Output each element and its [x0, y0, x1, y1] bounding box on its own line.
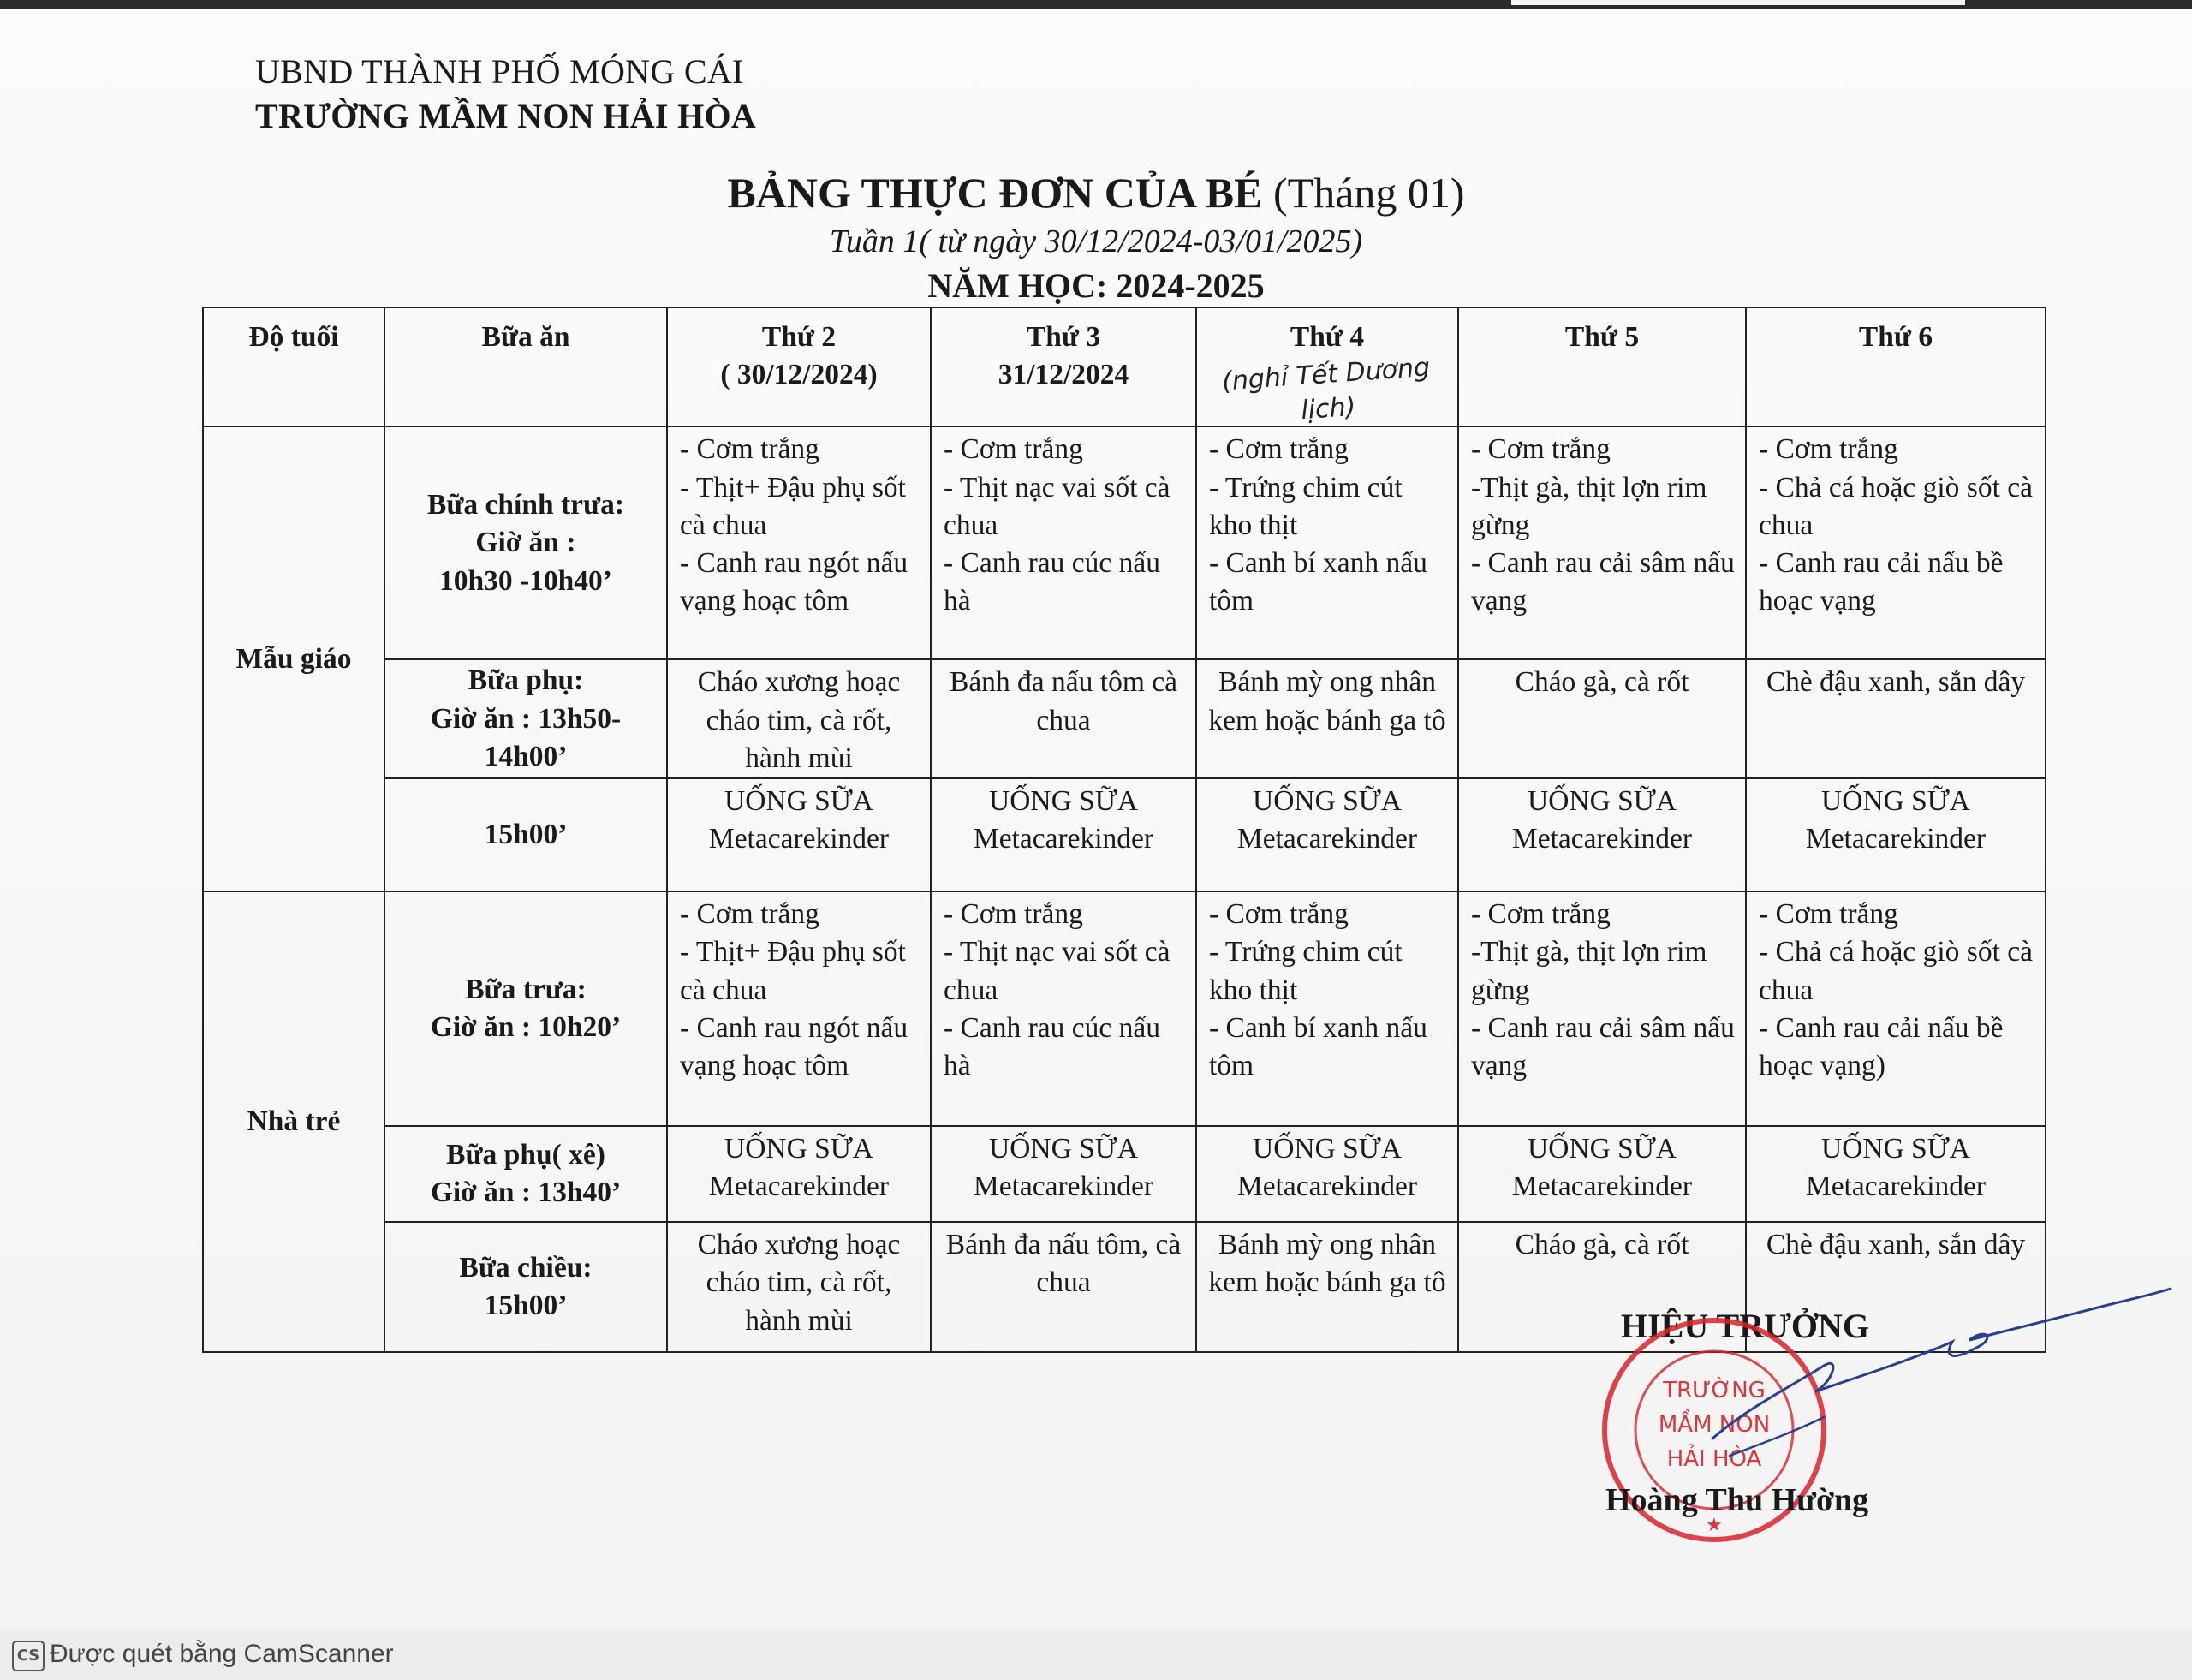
dish-line: UỐNG SỮA — [1253, 785, 1402, 818]
table-row — [203, 891, 2046, 1126]
stamp-line-3: HẢI HÒA — [1666, 1446, 1762, 1472]
svg-text:★: ★ — [1706, 1515, 1723, 1536]
dish-cell-fri — [1746, 426, 2046, 659]
dish-line: - Thịt+ Đậu phụ sốt cà chua — [680, 936, 906, 1006]
dish-line: UỐNG SỮA — [1253, 1133, 1402, 1165]
meal-label-line: 15h00’ — [484, 818, 568, 850]
table-row — [203, 1126, 2046, 1222]
header-day-mon-date: ( 30/12/2024) — [720, 359, 878, 391]
dish-cell-wed — [1196, 778, 1458, 891]
header-day-fri: Thứ 6 — [1746, 307, 2046, 426]
camscanner-logo-icon: CS — [12, 1641, 45, 1671]
dish-line: Chè đậu xanh, sắn dây — [1766, 1229, 2026, 1261]
title-month: (Tháng 01) — [1273, 169, 1465, 217]
dish-line: UỐNG SỮA — [1821, 1133, 1970, 1165]
dish-line: -Thịt gà, thịt lợn rim gừng — [1471, 471, 1707, 541]
dish-line: Metacarekinder — [1511, 1171, 1693, 1203]
dish-line: Metacarekinder — [708, 1171, 890, 1203]
scanner-footer — [0, 1631, 2192, 1680]
meal-cell — [384, 426, 667, 659]
table-row — [203, 659, 2046, 778]
dish-cell-fri — [1746, 659, 2046, 778]
header-age: Độ tuổi — [203, 307, 384, 426]
dish-line: - Canh rau cúc nấu hà — [944, 547, 1161, 617]
dish-cell-tue — [931, 426, 1196, 659]
menu-table — [202, 307, 2046, 1353]
dish-line: - Canh rau cải sâm nấu vạng — [1471, 547, 1735, 617]
dish-line: - Thịt+ Đậu phụ sốt cà chua — [680, 471, 906, 541]
header-day-mon — [667, 307, 931, 426]
dish-line: - Cơm trắng — [680, 433, 819, 466]
meal-label-line: Giờ ăn : 13h40’ — [430, 1177, 622, 1209]
dish-line: - Canh rau cải nấu bề hoạc vạng — [1759, 547, 2004, 617]
dish-cell-mon — [667, 426, 931, 659]
header-day-thu: Thứ 5 — [1458, 307, 1746, 426]
meal-label-line: Giờ ăn : — [475, 527, 576, 559]
dish-cell-thu — [1458, 891, 1746, 1126]
dish-line: - Canh rau cải sâm nấu vạng — [1471, 1011, 1735, 1081]
week-subtitle: Tuần 1( từ ngày 30/12/2024-03/01/2025) — [829, 223, 1363, 259]
dish-cell-tue — [931, 1222, 1196, 1352]
meal-label-line: 10h30 -10h40’ — [439, 564, 612, 597]
dish-line: UỐNG SỮA — [724, 785, 873, 818]
dish-line: Cháo gà, cà rốt — [1515, 1229, 1689, 1261]
dish-line: Metacarekinder — [1805, 1171, 1986, 1203]
dish-line: Cháo gà, cà rốt — [1515, 666, 1689, 699]
principal-name: Hoàng Thu Hường — [1605, 1482, 1869, 1518]
header-row — [203, 307, 2046, 426]
meal-cell — [384, 891, 667, 1126]
dish-line: - Canh rau ngót nấu vạng hoạc tôm — [680, 1011, 908, 1081]
dish-line: Cháo xương hoạc cháo tim, cà rốt, hành mùi — [697, 666, 901, 774]
dish-line: Cháo xương hoạc cháo tim, cà rốt, hành mùi — [697, 1229, 901, 1337]
meal-label-line: Giờ ăn : 10h20’ — [430, 1011, 622, 1044]
meal-cell — [384, 1222, 667, 1352]
dish-line: - Cơm trắng — [680, 898, 819, 931]
meal-label-line: 15h00’ — [484, 1290, 568, 1322]
dish-cell-mon — [667, 659, 931, 778]
header-day-tue-label: Thứ 3 — [1026, 321, 1101, 353]
dish-line: - Canh rau cúc nấu hà — [944, 1011, 1161, 1081]
dish-line: - Cơm trắng — [1209, 433, 1349, 466]
dish-cell-thu — [1458, 778, 1746, 891]
dish-cell-mon — [667, 891, 931, 1126]
header-meal: Bữa ăn — [384, 307, 667, 426]
dish-line: -Thịt gà, thịt lợn rim gừng — [1471, 936, 1707, 1006]
camscanner-caption: Được quét bằng CamScanner — [50, 1640, 394, 1668]
meal-label-line: Bữa chính trưa: — [426, 489, 625, 521]
dish-cell-mon — [667, 1126, 931, 1222]
stamp-line-1: TRƯỜNG — [1663, 1378, 1766, 1403]
title-main: BẢNG THỰC ĐƠN CỦA BÉ — [727, 169, 1263, 217]
meal-label-line: Bữa phụ: — [468, 664, 584, 697]
dish-cell-fri — [1746, 891, 2046, 1126]
dish-line: Bánh đa nấu tôm cà chua — [949, 666, 1178, 736]
dish-line: Metacarekinder — [1805, 823, 1986, 855]
dish-line: Metacarekinder — [1236, 823, 1418, 855]
dish-line: - Cơm trắng — [1759, 433, 1898, 466]
dish-line: Metacarekinder — [1236, 1171, 1418, 1203]
principal-title: HIỆU TRƯỞNG — [1621, 1307, 1870, 1345]
dish-line: - Thịt nạc vai sốt cà chua — [944, 471, 1170, 541]
dish-line: Metacarekinder — [973, 1171, 1154, 1203]
table-row — [203, 778, 2046, 891]
dish-line: - Canh bí xanh nấu tôm — [1209, 1011, 1427, 1081]
dish-line: - Cơm trắng — [944, 433, 1083, 466]
scan-top-edge-gap — [1511, 0, 1965, 5]
dish-line: Metacarekinder — [1511, 823, 1693, 855]
header-day-tue-date: 31/12/2024 — [998, 359, 1129, 391]
meal-label-line: Giờ ăn : 13h50- — [430, 702, 622, 735]
dish-line: - Canh bí xanh nấu tôm — [1209, 547, 1427, 617]
dish-line: - Trứng chim cút kho thịt — [1209, 936, 1403, 1006]
age-group-cell: Nhà trẻ — [203, 891, 384, 1352]
header-day-tue — [931, 307, 1196, 426]
meal-label-line: 14h00’ — [484, 740, 568, 772]
dish-line: - Chả cá hoặc giò sốt cà chua — [1759, 471, 2033, 541]
dish-cell-tue — [931, 778, 1196, 891]
handwritten-holiday-note: (nghỉ Tết Dương lịch) — [1221, 352, 1432, 426]
dish-line: - Trứng chim cút kho thịt — [1209, 471, 1403, 541]
dish-line: - Canh rau cải nấu bề hoạc vạng) — [1759, 1011, 2004, 1081]
dish-cell-thu — [1458, 1126, 1746, 1222]
org-name: UBND THÀNH PHỐ MÓNG CÁI — [255, 52, 744, 91]
header-day-wed — [1196, 307, 1458, 426]
dish-line: - Cơm trắng — [1209, 898, 1349, 931]
principal-signature — [1695, 1280, 2175, 1477]
header-day-mon-label: Thứ 2 — [761, 321, 837, 353]
header-day-wed-label: Thứ 4 — [1290, 321, 1365, 353]
age-group-cell: Mẫu giáo — [203, 426, 384, 891]
dish-line: UỐNG SỮA — [1528, 1133, 1677, 1165]
page-title — [0, 168, 2192, 217]
dish-cell-wed — [1196, 426, 1458, 659]
dish-line: Bánh đa nấu tôm, cà chua — [945, 1229, 1182, 1299]
dish-cell-fri — [1746, 778, 2046, 891]
dish-cell-wed — [1196, 1126, 1458, 1222]
dish-line: UỐNG SỮA — [1821, 785, 1970, 818]
dish-cell-mon — [667, 1222, 931, 1352]
dish-cell-tue — [931, 891, 1196, 1126]
school-name: TRƯỜNG MẦM NON HẢI HÒA — [255, 97, 757, 135]
dish-line: - Chả cá hoặc giò sốt cà chua — [1759, 936, 2033, 1006]
dish-line: UỐNG SỮA — [989, 785, 1138, 818]
dish-cell-wed — [1196, 659, 1458, 778]
meal-label-line: Bữa chiều: — [459, 1251, 593, 1284]
meal-cell — [384, 659, 667, 778]
meal-cell — [384, 1126, 667, 1222]
dish-line: Chè đậu xanh, sắn dây — [1766, 666, 2026, 699]
dish-line: - Cơm trắng — [1759, 898, 1898, 931]
dish-cell-thu — [1458, 426, 1746, 659]
dish-line: Bánh mỳ ong nhân kem hoặc bánh ga tô — [1208, 666, 1446, 736]
dish-cell-wed — [1196, 891, 1458, 1126]
meal-cell — [384, 778, 667, 891]
dish-line: UỐNG SỮA — [724, 1133, 873, 1165]
school-year: NĂM HỌC: 2024-2025 — [927, 266, 1265, 305]
table-row — [203, 426, 2046, 659]
dish-cell-thu — [1458, 659, 1746, 778]
stamp-line-2: MẦM NON — [1658, 1412, 1771, 1438]
dish-line: - Thịt nạc vai sốt cà chua — [944, 936, 1170, 1006]
dish-line: Bánh mỳ ong nhân kem hoặc bánh ga tô — [1208, 1229, 1446, 1299]
dish-cell-mon — [667, 778, 931, 891]
dish-line: UỐNG SỮA — [989, 1133, 1138, 1165]
dish-line: Metacarekinder — [708, 823, 890, 855]
meal-label-line: Bữa trưa: — [465, 973, 587, 1005]
dish-cell-fri — [1746, 1126, 2046, 1222]
dish-cell-tue — [931, 659, 1196, 778]
dish-cell-tue — [931, 1126, 1196, 1222]
meal-label-line: Bữa phụ( xê) — [446, 1138, 605, 1171]
dish-line: - Cơm trắng — [944, 898, 1083, 931]
dish-line: - Cơm trắng — [1471, 433, 1611, 466]
dish-cell-wed — [1196, 1222, 1458, 1352]
dish-line: - Canh rau ngót nấu vạng hoạc tôm — [680, 547, 908, 617]
dish-line: Metacarekinder — [973, 823, 1154, 855]
dish-line: UỐNG SỮA — [1528, 785, 1677, 818]
dish-line: - Cơm trắng — [1471, 898, 1611, 931]
